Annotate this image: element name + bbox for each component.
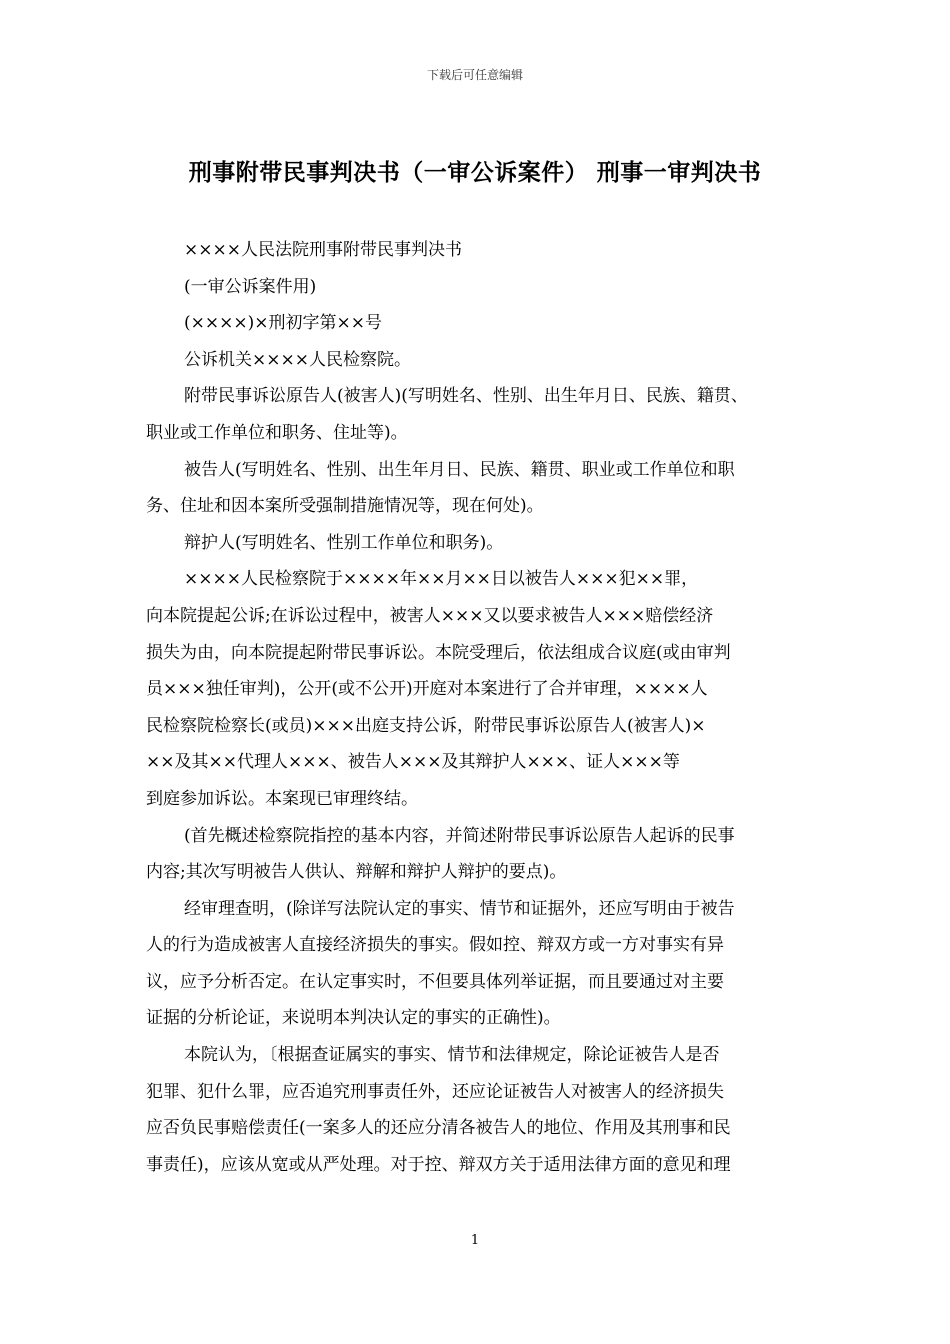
body-line: ××××人民检察院于××××年××月××日以被告人×××犯××罪， [184,569,699,590]
body-line: (首先概述检察院指控的基本内容，并简述附带民事诉讼原告人起诉的民事 [184,825,735,846]
body-line: 经审理查明，(除详写法院认定的事实、情节和证据外，还应写明由于被告 [184,898,735,919]
body-line: (一审公诉案件用) [184,276,317,297]
body-line: 职业或工作单位和职务、住址等)。 [146,422,408,443]
body-line: 员×××独任审判)，公开(或不公开)开庭对本案进行了合并审理，××××人 [146,679,708,700]
body-line: 被告人(写明姓名、性别、出生年月日、民族、籍贯、职业或工作单位和职 [184,459,735,480]
body-line: (××××)×刑初字第××号 [184,313,382,334]
body-line: 民检察院检察长(或员)×××出庭支持公诉，附带民事诉讼原告人(被害人)× [146,715,706,736]
body-line: 本院认为，〔根据查证属实的事实、情节和法律规定，除论证被告人是否 [184,1045,720,1066]
document-body [146,232,810,1183]
body-line: 人的行为造成被害人直接经济损失的事实。假如控、辩双方或一方对事实有异 [146,935,724,956]
body-line: 议，应予分析否定。在认定事实时，不但要具体列举证据，而且要通过对主要 [146,971,724,992]
document-title: 刑事附带民事判决书（一审公诉案件） 刑事一审判决书 [188,160,762,186]
body-line: 证据的分析论证，来说明本判决认定的事实的正确性)。 [146,1008,561,1029]
body-line: 损失为由，向本院提起附带民事诉讼。本院受理后，依法组成合议庭(或由审判 [146,642,731,663]
body-line: 向本院提起公诉;在诉讼过程中，被害人×××又以要求被告人×××赔偿经济 [146,605,714,626]
body-line: 内容;其次写明被告人供认、辩解和辩护人辩护的要点)。 [146,862,567,883]
body-line: 务、住址和因本案所受强制措施情况等，现在何处)。 [146,496,544,517]
page-header: 下载后可任意编辑 [426,68,523,82]
body-line: ××××人民法院刑事附带民事判决书 [184,240,462,260]
body-line: 应否负民事赔偿责任(一案多人的还应分清各被告人的地位、作用及其刑事和民 [146,1118,731,1139]
body-line: 附带民事诉讼原告人(被害人)(写明姓名、性别、出生年月日、民族、籍贯、 [184,386,748,407]
body-line: 事责任)，应该从宽或从严处理。对于控、辩双方关于适用法律方面的意见和理 [146,1154,731,1175]
body-line: 公诉机关××××人民检察院。 [184,349,411,370]
page-number: 1 [470,1233,480,1248]
body-line: ××及其××代理人×××、被告人×××及其辩护人×××、证人×××等 [146,752,680,773]
body-line: 犯罪、犯什么罪，应否追究刑事责任外，还应论证被告人对被害人的经济损失 [146,1081,724,1102]
body-line: 辩护人(写明姓名、性别工作单位和职务)。 [184,532,504,553]
body-line: 到庭参加诉讼。本案现已审理终结。 [146,788,418,809]
